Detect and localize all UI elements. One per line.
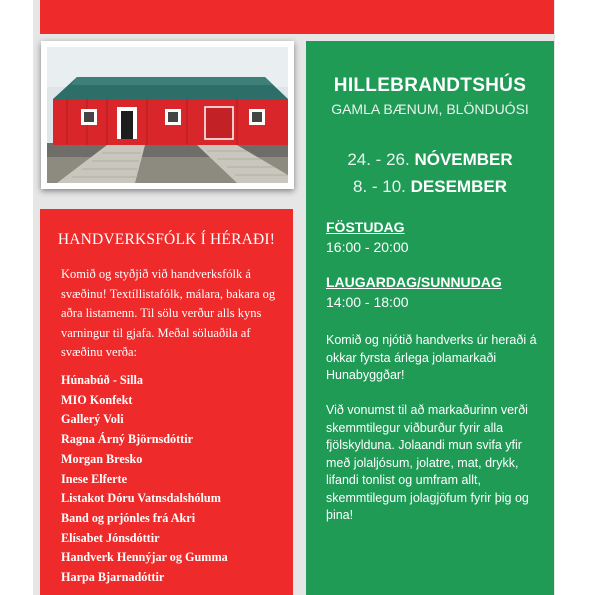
friday-label: FÖSTUDAG — [326, 219, 405, 235]
venue-title: HILLEBRANDTSHÚS — [333, 75, 527, 96]
vendors-heading: HANDVERKSFÓLK Í HÉRAÐI! — [57, 231, 276, 248]
vendor-list — [61, 371, 286, 588]
vendor-item: Handverk Hennýjar og Gumma — [61, 550, 228, 565]
vendor-item: MIO Konfekt — [61, 392, 133, 407]
date-month: DESEMBER — [410, 177, 507, 196]
event-panel — [306, 41, 554, 595]
vendor-item: Ragna Árný Björnsdóttir — [61, 432, 194, 447]
vendors-panel — [40, 209, 293, 595]
vendor-item: Band og prjónles frá Akri — [61, 510, 196, 525]
date-range-december — [306, 177, 554, 197]
vendor-item: Húnabúð - Silla — [61, 373, 143, 387]
vendor-item: Inese Elferte — [61, 471, 127, 486]
date-month: NÓVEMBER — [414, 150, 513, 169]
weekend-label: LAUGARDAG/SUNNUDAG — [326, 274, 502, 290]
vendor-item: Elísabet Jónsdóttir — [61, 530, 160, 545]
vendor-item: Harpa Bjarnadóttir — [61, 570, 165, 585]
date-range-november — [306, 150, 554, 170]
intro-paragraph: Komið og njótið handverks úr heraði á okkar fyrsta árlega jolamarkaði Hunabyggðar! — [326, 333, 537, 382]
vendor-item: Listakot Dóru Vatnsdalshólum — [61, 491, 221, 506]
friday-time: 16:00 - 20:00 — [326, 239, 409, 255]
house-photo — [41, 41, 294, 189]
vendor-item: Morgan Bresko — [61, 451, 143, 466]
top-banner — [40, 0, 554, 34]
description-paragraph: Við vonumst til að markaðurinn verði skemmtilegur viðburður fyrir alla fjölskylduna. Jolaandi mun svifa yfir með jolaljósum, jolatre, mat, drykk, lifandi tonlist og umfram allt, skemmtilegum jolagjöfum fyrir þig og þina! — [326, 403, 529, 522]
date-days: 24. - 26. — [347, 150, 410, 169]
date-days: 8. - 10. — [352, 177, 406, 196]
house-photo-icon — [47, 47, 288, 183]
weekend-time: 14:00 - 18:00 — [326, 294, 409, 310]
vendor-item: Gallerý Voli — [61, 412, 124, 427]
vendors-intro: Komið og styðjið við handverksfólk á svæðinu! Textíllistafólk, málara, bakara og aðra listamenn. Til sölu verður alls kyns varningur til gjafa. Meðal söluaðila af svæðinu verða: — [61, 267, 276, 360]
venue-location: GAMLA BÆNUM, BLÖNDUÓSI — [331, 101, 529, 117]
